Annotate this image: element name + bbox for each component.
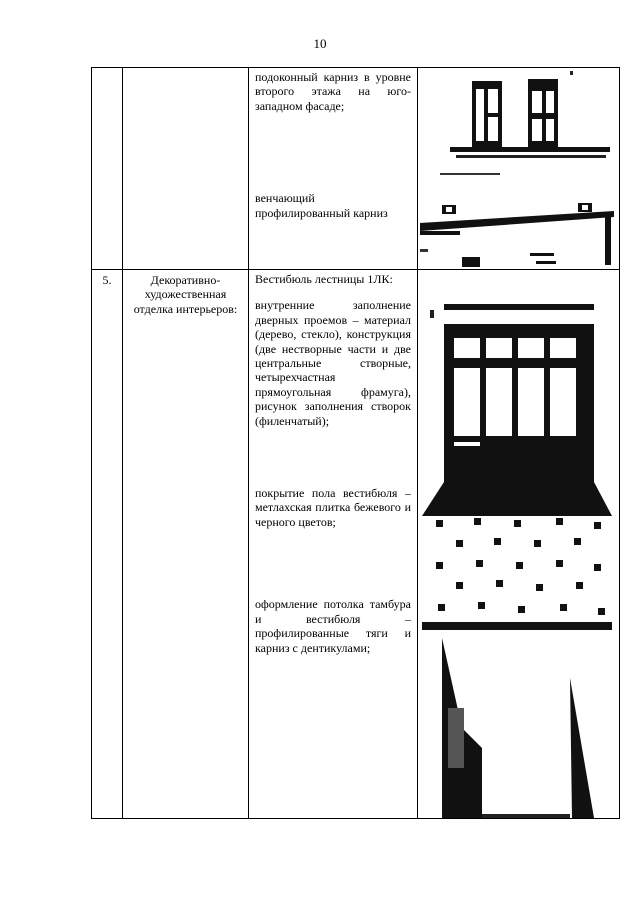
vestibule-ceiling-photo — [422, 638, 612, 818]
row-number-cell — [92, 68, 123, 270]
vestibule-door-photo — [422, 302, 612, 516]
page-number: 10 — [313, 36, 327, 51]
row-number-cell: 5. — [92, 270, 123, 819]
window-sill-cornice-photo — [420, 69, 614, 179]
vestibule-heading: Вестибюль лестницы 1ЛК: — [255, 272, 393, 286]
ceiling-decoration-text: оформление потолка тамбура и вестибюля – профилированные тяги и карниз с дентикулами; — [255, 597, 411, 655]
vestibule-floor-tile-photo — [422, 518, 612, 630]
row-name-cell: Декоративно-художественная отделка интерьеров: — [123, 270, 249, 819]
row-name-cell — [123, 68, 249, 270]
window-sill-cornice-text: подоконный карниз в уровне второго этажа на юго-западном фасаде; — [255, 70, 411, 113]
row-description-cell — [249, 68, 418, 270]
door-filling-text: внутренние заполнение дверных проемов – материал (дерево, стекло), конструкция (две нестворные части и две центральные створные, четырехчастная прямоугольная фрамуга), рисунок заполнения створок (филенчатый); — [255, 298, 411, 428]
crowning-cornice-photo — [420, 199, 614, 269]
row-description-cell — [249, 270, 418, 819]
floor-covering-text: покрытие пола вестибюля – метлахская плитка бежевого и черного цветов; — [255, 486, 411, 529]
crowning-cornice-text: венчающий профилированный карниз — [255, 191, 388, 220]
